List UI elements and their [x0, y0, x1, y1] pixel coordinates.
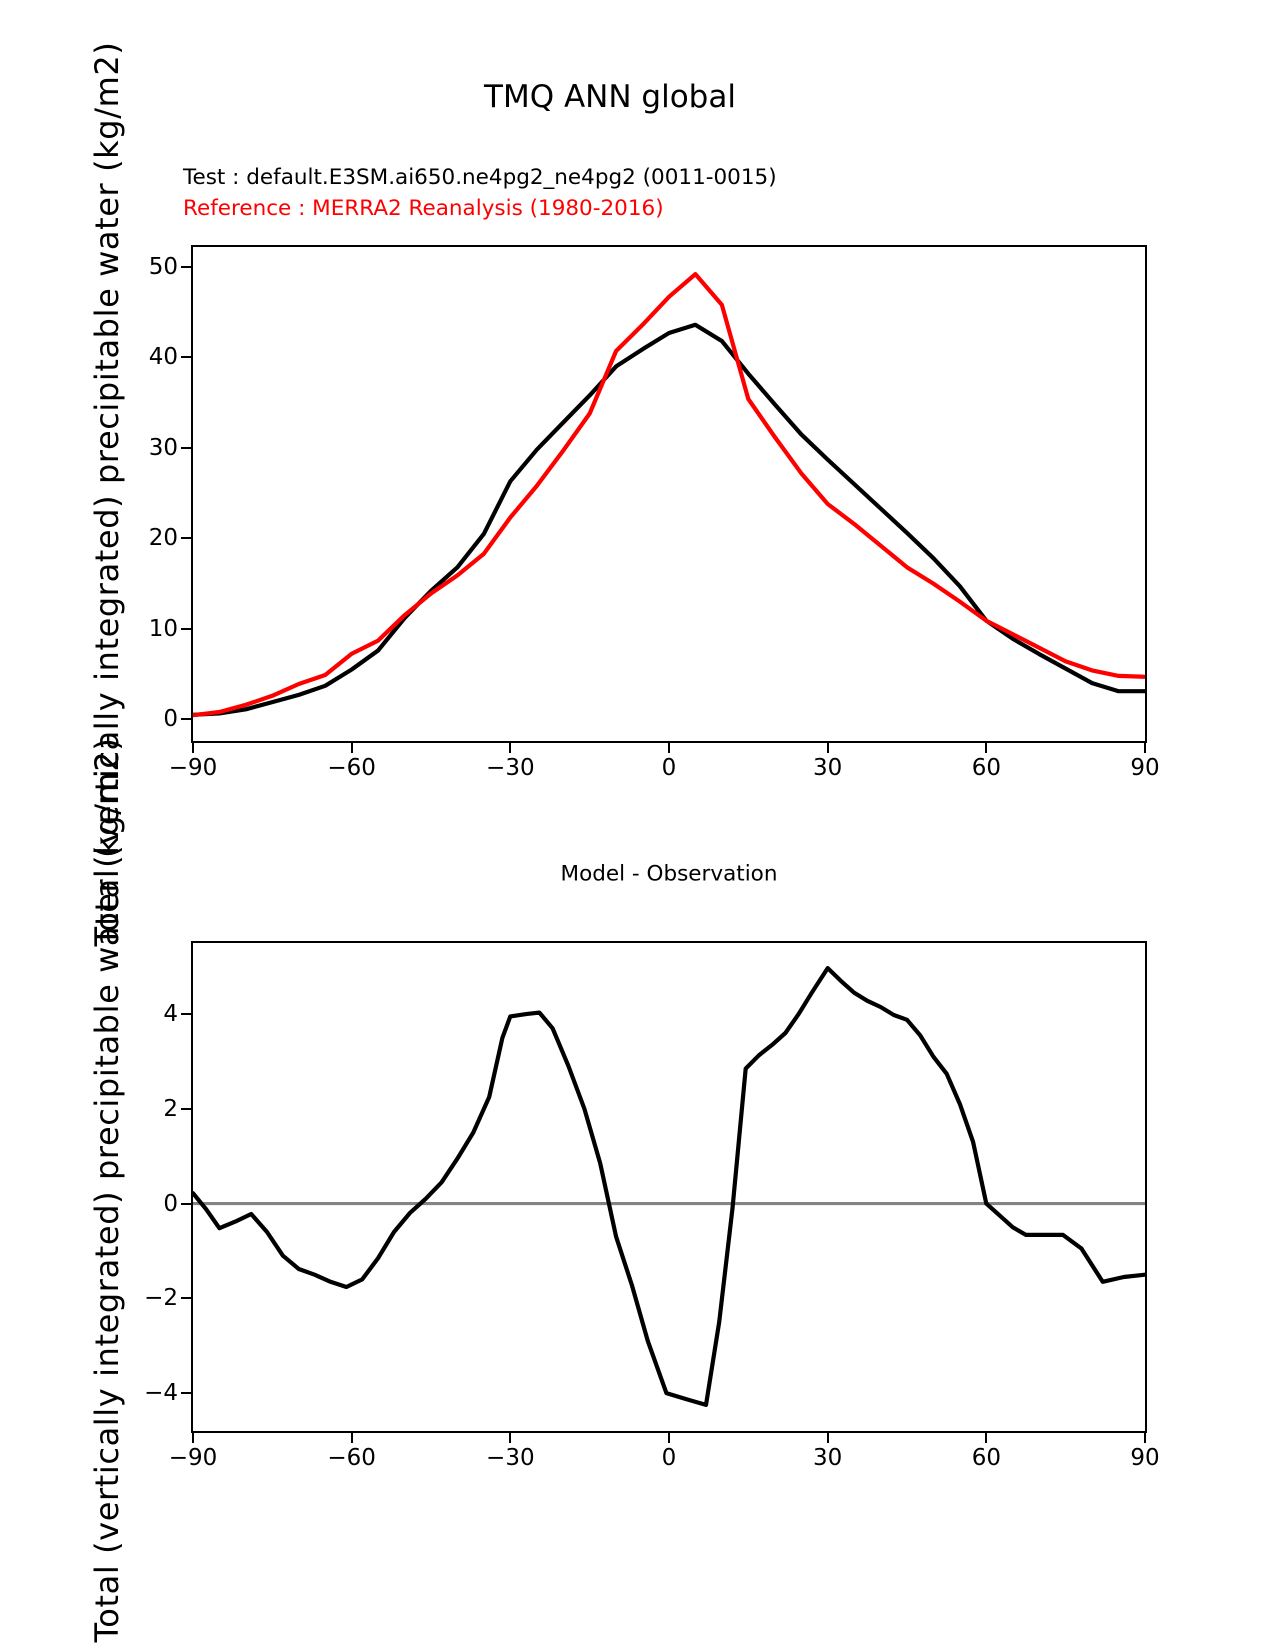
x-tick-label: 30 — [813, 755, 843, 781]
y-axis-label-top: Total (vertically integrated) precipitable water (kg/m2) — [88, 41, 126, 947]
x-tick-label: 60 — [971, 1445, 1001, 1471]
y-tick-mark — [181, 1297, 191, 1299]
y-tick-label: −2 — [144, 1285, 178, 1312]
y-tick-label: 50 — [148, 253, 178, 280]
x-tick-label: −30 — [486, 1445, 535, 1471]
y-axis-label-bottom: Total (vertically integrated) precipitable water (kg/m2) — [88, 737, 126, 1643]
y-tick-label: 0 — [163, 706, 178, 733]
x-tick-mark — [351, 1433, 353, 1443]
y-tick-mark — [181, 718, 191, 720]
y-tick-mark — [181, 266, 191, 268]
y-tick-label: −4 — [144, 1380, 178, 1407]
x-tick-label: 30 — [813, 1445, 843, 1471]
y-tick-mark — [181, 537, 191, 539]
x-tick-mark — [509, 743, 511, 753]
x-tick-mark — [668, 1433, 670, 1443]
x-tick-mark — [192, 743, 194, 753]
x-tick-mark — [192, 1433, 194, 1443]
x-tick-mark — [985, 743, 987, 753]
y-tick-mark — [181, 1203, 191, 1205]
y-tick-mark — [181, 356, 191, 358]
figure-title: TMQ ANN global — [484, 79, 736, 115]
x-tick-label: 60 — [971, 755, 1001, 781]
reference-run-label: Reference : MERRA2 Reanalysis (1980-2016) — [183, 196, 664, 221]
x-tick-mark — [509, 1433, 511, 1443]
y-tick-label: 40 — [148, 344, 178, 371]
x-tick-mark — [1144, 743, 1146, 753]
x-tick-label: −30 — [486, 755, 535, 781]
x-tick-mark — [827, 743, 829, 753]
y-tick-mark — [181, 1013, 191, 1015]
series-line-1 — [193, 274, 1145, 715]
y-tick-label: 0 — [163, 1190, 178, 1217]
y-tick-mark — [181, 1392, 191, 1394]
series-line-0 — [193, 968, 1145, 1405]
difference-axes-title: Model - Observation — [560, 861, 778, 887]
plot-canvas — [193, 247, 1145, 741]
x-tick-mark — [351, 743, 353, 753]
y-tick-label: 10 — [148, 615, 178, 642]
x-tick-label: −60 — [327, 1445, 376, 1471]
difference-axes — [144, 941, 1160, 1471]
x-tick-mark — [668, 743, 670, 753]
y-tick-mark — [181, 628, 191, 630]
zonal-mean-axes — [148, 245, 1160, 781]
x-tick-mark — [827, 1433, 829, 1443]
y-tick-label: 30 — [148, 434, 178, 461]
test-run-label: Test : default.E3SM.ai650.ne4pg2_ne4pg2 (0011-0015) — [183, 165, 777, 190]
x-tick-mark — [985, 1433, 987, 1443]
plot-canvas — [193, 943, 1145, 1431]
y-tick-label: 2 — [163, 1095, 178, 1122]
x-tick-label: −60 — [327, 755, 376, 781]
y-tick-label: 4 — [163, 1001, 178, 1028]
x-tick-label: 0 — [661, 1445, 677, 1471]
y-tick-mark — [181, 1108, 191, 1110]
y-tick-mark — [181, 447, 191, 449]
y-tick-label: 20 — [148, 525, 178, 552]
x-tick-mark — [1144, 1433, 1146, 1443]
x-tick-label: −90 — [168, 1445, 218, 1471]
x-tick-label: −90 — [168, 755, 218, 781]
series-line-0 — [193, 325, 1145, 715]
x-tick-label: 90 — [1130, 755, 1160, 781]
x-tick-label: 90 — [1130, 1445, 1160, 1471]
x-tick-label: 0 — [661, 755, 677, 781]
